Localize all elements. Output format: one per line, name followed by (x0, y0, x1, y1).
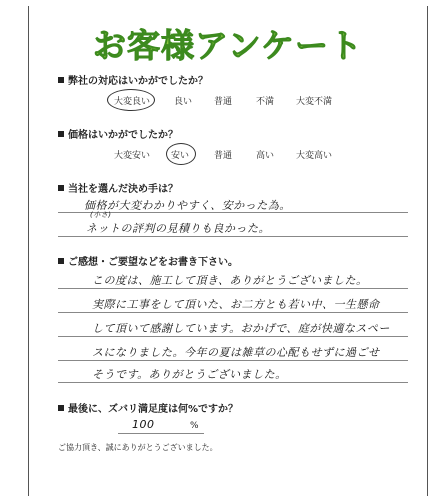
comment-line-1: この度は、施工して頂き、ありがとうございました。 (92, 274, 368, 287)
comment-line-3: して頂いて感謝しています。おかげで、庭が快適なスペー (92, 322, 390, 335)
question-2-label: 価格はいかがでしたか？ (68, 130, 178, 141)
answer-3-line-1: 価格が大変わかりやすく、安かった為。 (84, 199, 291, 212)
question-2 (58, 126, 178, 141)
q1-option-5[interactable]: 大変不満 (296, 97, 333, 107)
comment-line-4: スになりました。今年の夏は雑草の心配もせずに過ごせ (92, 346, 380, 359)
satisfaction-value: 100 (132, 418, 155, 431)
q2-option-2[interactable]: 安い (171, 151, 190, 161)
q1-option-4[interactable]: 不満 (256, 97, 275, 107)
answer-line (58, 312, 408, 313)
q2-option-3[interactable]: 普通 (214, 151, 233, 161)
q2-option-5[interactable]: 大変高い (296, 151, 333, 161)
answer-3-note: (小さ) (90, 211, 112, 219)
question-5 (58, 400, 238, 415)
question-4 (58, 253, 238, 268)
square-bullet-icon (58, 131, 64, 137)
question-1 (58, 72, 208, 87)
answer-line (58, 288, 408, 289)
q1-option-1[interactable]: 大変良い (114, 97, 151, 107)
answer-line (58, 336, 408, 337)
square-bullet-icon (58, 77, 64, 83)
comment-line-2: 実際に工事をして頂いた、お二方とも若い中、一生懸命 (92, 298, 380, 311)
q2-option-4[interactable]: 高い (256, 151, 275, 161)
q2-option-1[interactable]: 大変安い (114, 151, 151, 161)
answer-line (58, 382, 408, 383)
question-3 (58, 180, 178, 195)
square-bullet-icon (58, 258, 64, 264)
question-5-label: 最後に、ズバリ満足度は何%ですか？ (68, 404, 239, 415)
question-1-label: 弊社の対応はいかがでしたか？ (68, 76, 208, 87)
percent-unit: % (190, 421, 199, 431)
question-4-label: ご感想・ご要望などをお書き下さい。 (68, 257, 238, 268)
answer-line (58, 236, 408, 237)
satisfaction-underline (118, 433, 204, 434)
answer-line (58, 360, 408, 361)
comment-line-5: そうです。ありがとうございました。 (92, 368, 287, 381)
answer-3-line-2: ネットの評判の見積りも良かった。 (86, 222, 270, 235)
q1-option-3[interactable]: 普通 (214, 97, 233, 107)
square-bullet-icon (58, 185, 64, 191)
square-bullet-icon (58, 405, 64, 411)
survey-title: お客様アンケート (92, 26, 364, 65)
q1-option-2[interactable]: 良い (174, 97, 193, 107)
thank-you-note: ご協力頂き、誠にありがとうございました。 (58, 443, 218, 452)
question-3-label: 当社を選んだ決め手は？ (68, 184, 178, 195)
